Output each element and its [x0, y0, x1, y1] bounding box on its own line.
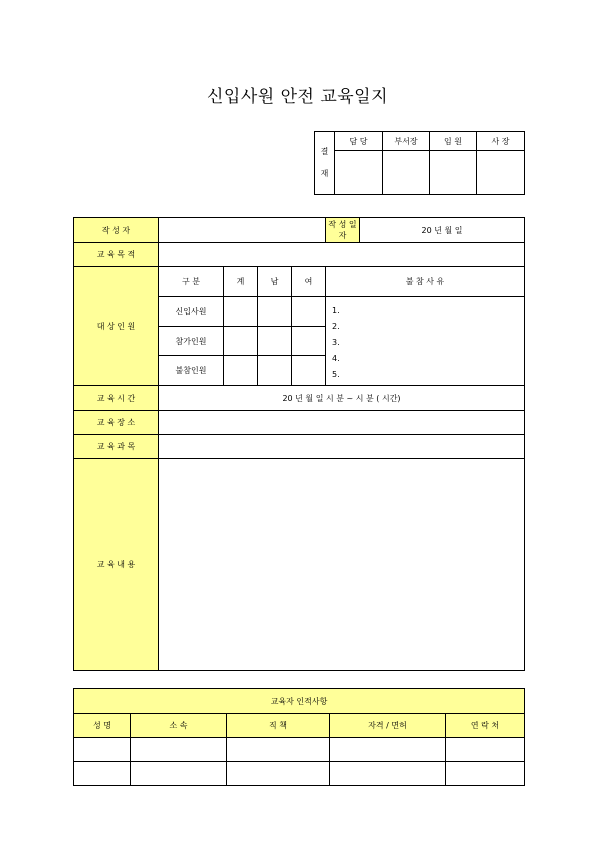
absentees-total[interactable]: [224, 356, 258, 386]
target-header-total: 계: [224, 267, 258, 297]
target-header-female: 여: [292, 267, 326, 297]
purpose-field[interactable]: [159, 243, 525, 267]
document-title: 신입사원 안전 교육일지: [206, 87, 389, 107]
content-field[interactable]: [159, 459, 525, 671]
time-field[interactable]: 20 년 월 일 시 분 ~ 시 분 ( 시간): [159, 386, 525, 411]
instructor-title: 교육자 인적사항: [74, 689, 525, 714]
main-form-table: [73, 217, 525, 671]
approval-sign-manager[interactable]: [335, 151, 383, 195]
instructor-license-cell[interactable]: [330, 762, 446, 786]
course-label: 교 육 과 목: [74, 435, 159, 459]
approval-col-executive: 임 원: [430, 132, 477, 151]
new-employees-female[interactable]: [292, 297, 326, 327]
approval-col-dept-head: 부서장: [383, 132, 430, 151]
absence-item: 2.: [332, 322, 340, 331]
participants-male[interactable]: [258, 327, 292, 356]
approval-sign-president[interactable]: [477, 151, 525, 195]
absence-item: 3.: [332, 338, 340, 347]
instructor-contact-cell[interactable]: [446, 738, 525, 762]
instructor-col-affiliation: 소 속: [131, 714, 227, 738]
target-row-absentees: 불참인원: [159, 356, 224, 386]
absentees-female[interactable]: [292, 356, 326, 386]
target-label: 대 상 인 원: [74, 267, 159, 386]
approval-sign-dept-head[interactable]: [383, 151, 430, 195]
approval-side-label: [315, 132, 335, 195]
target-row-participants: 참가인원: [159, 327, 224, 356]
instructor-col-license: 자격 / 면허: [330, 714, 446, 738]
target-header-category: 구 분: [159, 267, 224, 297]
place-field[interactable]: [159, 411, 525, 435]
place-label: 교 육 장 소: [74, 411, 159, 435]
absence-item: 4.: [332, 354, 340, 363]
absentees-male[interactable]: [258, 356, 292, 386]
instructor-contact-cell[interactable]: [446, 762, 525, 786]
purpose-label: 교 육 목 적: [74, 243, 159, 267]
table-row: [74, 738, 525, 762]
approval-col-manager: 담 당: [335, 132, 383, 151]
table-row: [74, 762, 525, 786]
instructor-affiliation-cell[interactable]: [131, 762, 227, 786]
participants-female[interactable]: [292, 327, 326, 356]
target-header-male: 남: [258, 267, 292, 297]
author-label: 작 성 자: [74, 218, 159, 243]
instructor-position-cell[interactable]: [227, 762, 330, 786]
instructor-name-cell[interactable]: [74, 762, 131, 786]
approval-side-bottom: 재: [320, 169, 329, 178]
instructor-col-position: 직 책: [227, 714, 330, 738]
course-field[interactable]: [159, 435, 525, 459]
date-field[interactable]: 20 년 월 일: [360, 218, 525, 243]
instructor-table: [73, 688, 525, 786]
participants-total[interactable]: [224, 327, 258, 356]
instructor-col-contact: 연 락 처: [446, 714, 525, 738]
date-label: 작 성 일 자: [326, 218, 360, 243]
absence-item: 1.: [332, 306, 340, 315]
target-header-absence: 불 참 사 유: [326, 267, 525, 297]
instructor-position-cell[interactable]: [227, 738, 330, 762]
approval-col-president: 사 장: [477, 132, 525, 151]
instructor-license-cell[interactable]: [330, 738, 446, 762]
instructor-affiliation-cell[interactable]: [131, 738, 227, 762]
absence-reasons-field[interactable]: [326, 297, 525, 386]
approval-sign-executive[interactable]: [430, 151, 477, 195]
content-label: 교 육 내 용: [74, 459, 159, 671]
approval-side-top: 결: [320, 147, 329, 156]
target-row-new-employees: 신입사원: [159, 297, 224, 327]
absence-item: 5.: [332, 370, 340, 379]
new-employees-total[interactable]: [224, 297, 258, 327]
author-field[interactable]: [159, 218, 326, 243]
time-label: 교 육 시 간: [74, 386, 159, 411]
new-employees-male[interactable]: [258, 297, 292, 327]
instructor-name-cell[interactable]: [74, 738, 131, 762]
instructor-col-name: 성 명: [74, 714, 131, 738]
approval-table: [314, 131, 525, 195]
